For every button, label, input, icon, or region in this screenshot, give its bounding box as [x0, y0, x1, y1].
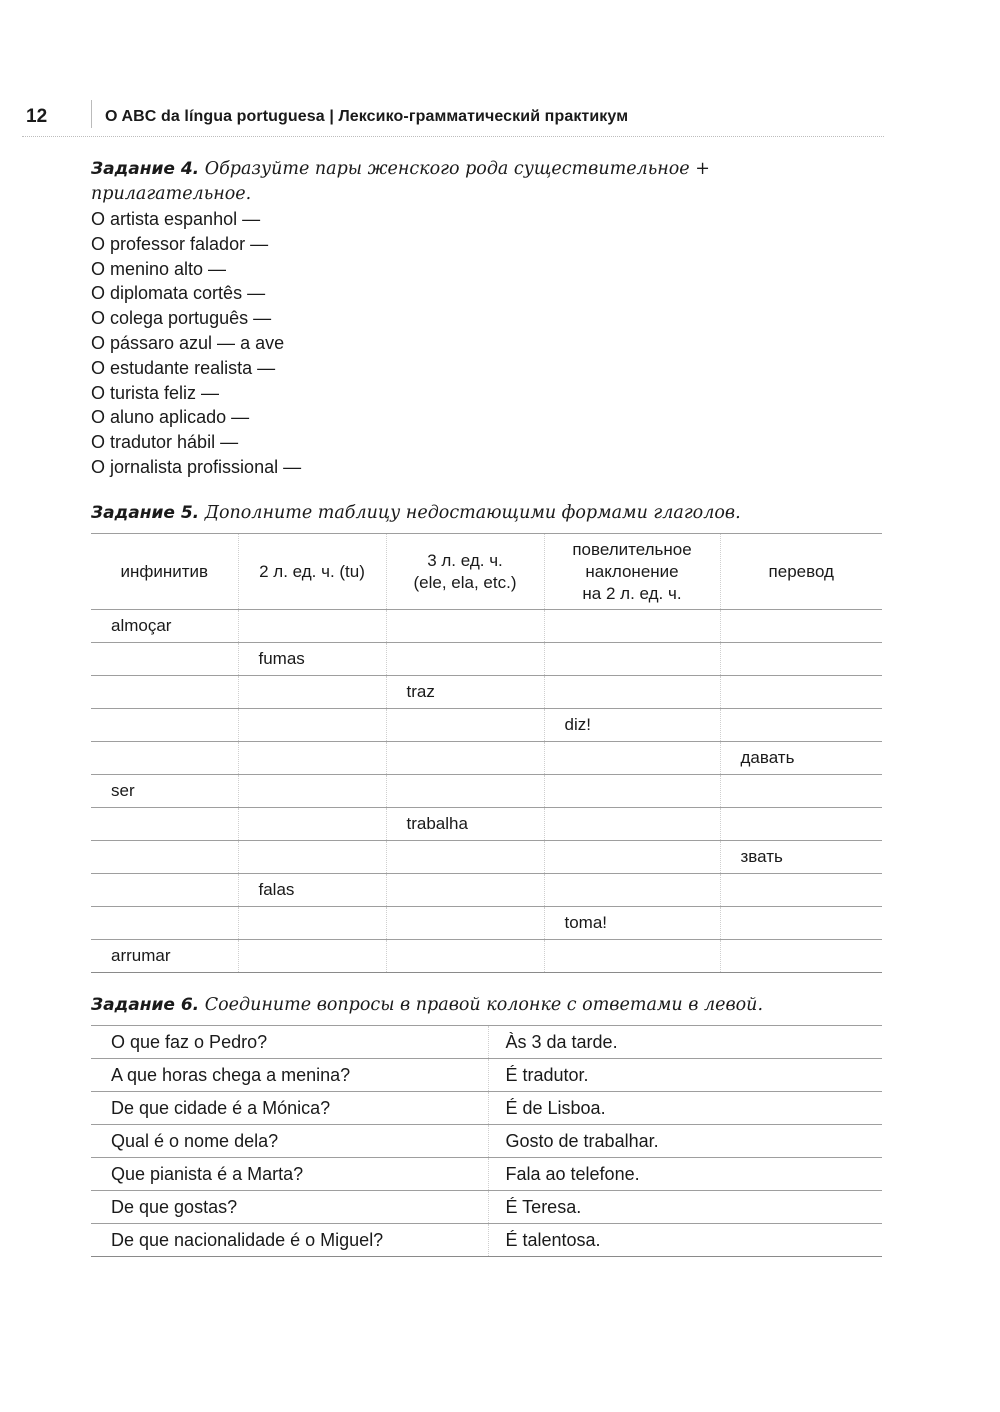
table-cell — [720, 610, 882, 643]
table-cell — [544, 940, 720, 973]
table-cell — [544, 610, 720, 643]
table-cell — [238, 841, 386, 874]
list-item: O artista espanhol — — [91, 209, 261, 229]
table-cell: diz! — [544, 709, 720, 742]
table-row — [91, 1191, 882, 1224]
answer-cell: Gosto de trabalhar. — [488, 1125, 882, 1158]
answer-cell: Fala ao telefone. — [488, 1158, 882, 1191]
answer-cell: É tradutor. — [488, 1059, 882, 1092]
table-row — [91, 1059, 882, 1092]
column-header: повелительное наклонение на 2 л. ед. ч. — [544, 534, 720, 610]
task4-label: Задание 4. — [91, 159, 200, 179]
table-row — [91, 742, 882, 775]
table-cell — [720, 808, 882, 841]
column-header: 3 л. ед. ч. (ele, ela, etc.) — [386, 534, 544, 610]
task4-list — [91, 207, 301, 480]
table-cell: arrumar — [91, 940, 238, 973]
table-cell — [544, 643, 720, 676]
table-row — [91, 709, 882, 742]
table-row — [91, 643, 882, 676]
table-cell: traz — [386, 676, 544, 709]
question-cell: Qual é o nome dela? — [91, 1125, 488, 1158]
table-cell — [544, 676, 720, 709]
table-cell — [720, 907, 882, 940]
task5-label: Задание 5. — [91, 503, 200, 523]
table-row — [91, 1224, 882, 1257]
verb-table-header — [91, 534, 882, 610]
table-cell: fumas — [238, 643, 386, 676]
table-cell — [238, 742, 386, 775]
table-cell — [238, 775, 386, 808]
table-cell — [544, 841, 720, 874]
table-cell — [386, 841, 544, 874]
qa-table-body — [91, 1026, 882, 1257]
table-cell — [720, 709, 882, 742]
table-cell — [91, 874, 238, 907]
table-cell — [386, 643, 544, 676]
table-cell — [386, 610, 544, 643]
table-row — [91, 874, 882, 907]
page-header — [22, 96, 884, 137]
answer-cell: É talentosa. — [488, 1224, 882, 1257]
table-cell: trabalha — [386, 808, 544, 841]
list-item: O jornalista profissional — — [91, 456, 302, 477]
header-divider — [91, 100, 92, 128]
table-cell — [238, 940, 386, 973]
verb-table-body — [91, 610, 882, 973]
table-cell — [720, 643, 882, 676]
table-row — [91, 907, 882, 940]
table-cell — [720, 676, 882, 709]
table-row — [91, 1125, 882, 1158]
task5-instruction: Дополните таблицу недостающими формами глаголов. — [204, 503, 741, 523]
table-cell — [720, 775, 882, 808]
table-cell — [386, 709, 544, 742]
table-row — [91, 1026, 882, 1059]
table-cell: almoçar — [91, 610, 238, 643]
table-cell — [91, 709, 238, 742]
table-cell: falas — [238, 874, 386, 907]
answer-cell: É Teresa. — [488, 1191, 882, 1224]
table-cell — [91, 808, 238, 841]
table-cell — [238, 676, 386, 709]
answer-cell: É de Lisboa. — [488, 1092, 882, 1125]
table-cell — [91, 742, 238, 775]
table-cell — [91, 907, 238, 940]
list-item: O turista feliz — — [91, 382, 220, 403]
column-header: 2 л. ед. ч. (tu) — [238, 534, 386, 610]
list-item: O diplomata cortês — — [91, 283, 266, 304]
question-answer-table — [91, 1025, 882, 1257]
table-cell — [91, 676, 238, 709]
table-row — [91, 610, 882, 643]
verb-forms-table — [91, 533, 882, 973]
table-row — [91, 940, 882, 973]
table-cell — [238, 808, 386, 841]
table-row — [91, 676, 882, 709]
table-cell — [544, 742, 720, 775]
table-cell — [91, 841, 238, 874]
table-row — [91, 1158, 882, 1191]
table-cell — [238, 907, 386, 940]
table-cell — [720, 940, 882, 973]
table-cell — [91, 643, 238, 676]
table-cell — [238, 610, 386, 643]
task6-label: Задание 6. — [91, 995, 200, 1015]
list-item: O menino alto — — [91, 258, 227, 279]
question-cell: A que horas chega a menina? — [91, 1059, 488, 1092]
table-cell — [544, 775, 720, 808]
table-cell — [386, 742, 544, 775]
task6-instruction: Соедините вопросы в правой колонке с ответами в левой. — [204, 995, 764, 1015]
table-cell — [386, 874, 544, 907]
table-cell — [544, 874, 720, 907]
page-number: 12 — [26, 106, 48, 127]
table-cell — [386, 907, 544, 940]
list-item: O aluno aplicado — — [91, 407, 250, 428]
column-header: инфинитив — [91, 534, 238, 610]
task4-instruction-line1: Образуйте пары женского рода существительное + — [204, 159, 710, 179]
table-cell — [386, 940, 544, 973]
list-item: O pássaro azul — a ave — [91, 332, 285, 353]
table-cell: ser — [91, 775, 238, 808]
table-cell: toma! — [544, 907, 720, 940]
answer-cell: Às 3 da tarde. — [488, 1026, 882, 1059]
task6-heading — [91, 993, 763, 1018]
task5-heading — [91, 501, 741, 526]
list-item: O estudante realista — — [91, 357, 276, 378]
table-cell: звать — [720, 841, 882, 874]
table-row — [91, 808, 882, 841]
question-cell: De que cidade é a Mónica? — [91, 1092, 488, 1125]
column-header: перевод — [720, 534, 882, 610]
table-cell — [386, 775, 544, 808]
question-cell: Que pianista é a Marta? — [91, 1158, 488, 1191]
table-row — [91, 1092, 882, 1125]
question-cell: O que faz o Pedro? — [91, 1026, 488, 1059]
table-row — [91, 775, 882, 808]
task4-heading — [91, 157, 710, 207]
task4-instruction-line2: прилагательное. — [91, 184, 252, 204]
table-cell — [544, 808, 720, 841]
table-cell: давать — [720, 742, 882, 775]
list-item: O tradutor hábil — — [91, 432, 239, 453]
table-row — [91, 841, 882, 874]
table-cell — [720, 874, 882, 907]
table-cell — [238, 709, 386, 742]
question-cell: De que nacionalidade é o Miguel? — [91, 1224, 488, 1257]
running-title: O ABC da língua portuguesa | Лексико-грамматический практикум — [105, 108, 629, 125]
list-item: O professor falador — — [91, 233, 269, 254]
list-item: O colega português — — [91, 308, 272, 329]
question-cell: De que gostas? — [91, 1191, 488, 1224]
